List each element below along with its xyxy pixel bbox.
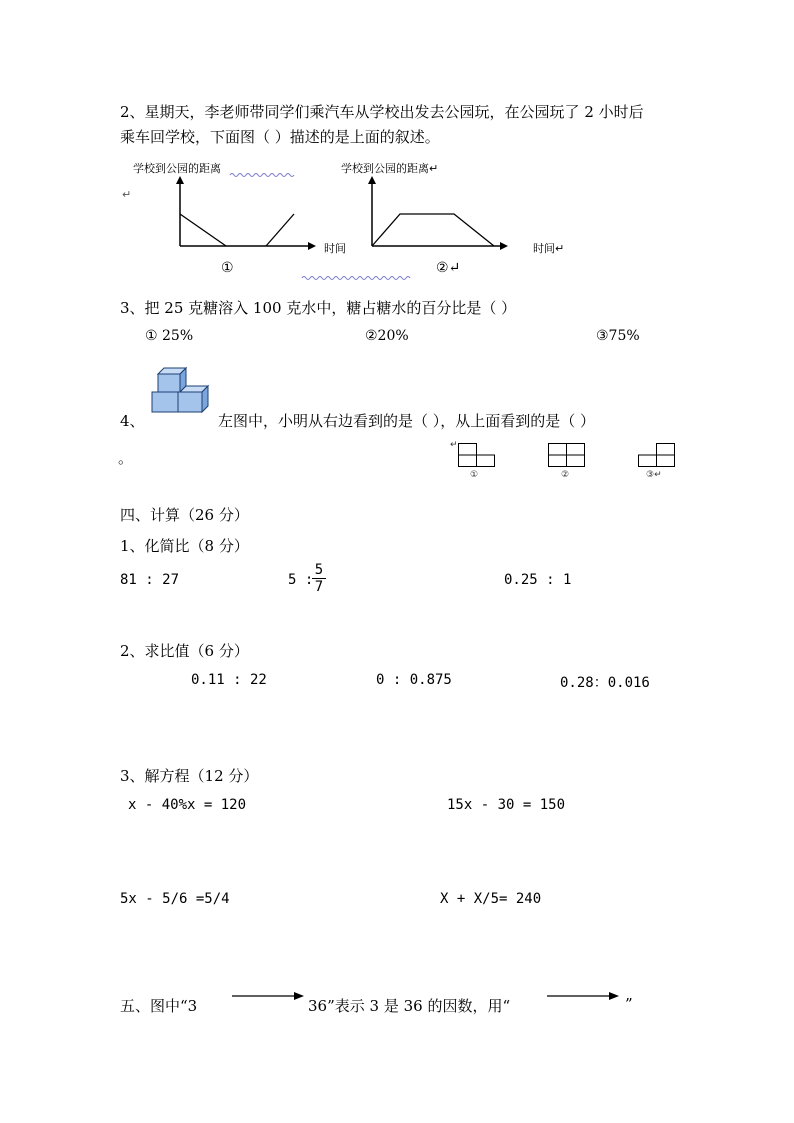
arrow-icon-2 bbox=[547, 990, 621, 1002]
section4-sub2-title: 2、求比值（6 分） bbox=[120, 642, 249, 660]
q2-line1: 2、星期天，李老师带同学们乘汽车从学校出发去公园玩，在公园玩了 2 小时后 bbox=[120, 103, 644, 121]
arrow-icon bbox=[232, 990, 306, 1002]
graph2-ylabel: 学校到公园的距离↵ bbox=[341, 162, 439, 175]
graph1-line-a bbox=[180, 214, 226, 246]
graph2-x-arrow bbox=[500, 242, 508, 250]
cube-stack-image bbox=[150, 366, 212, 416]
view-option-3-grid bbox=[638, 443, 678, 469]
q4-return-mark: ↵ bbox=[450, 440, 458, 450]
graph1-x-arrow bbox=[308, 242, 316, 250]
graph1 bbox=[170, 176, 320, 256]
ratio-item-3: 0.25 : 1 bbox=[504, 572, 572, 588]
view-option-2-grid bbox=[548, 443, 588, 469]
graph1-y-arrow bbox=[176, 176, 184, 184]
section5-prefix: 五、图中“3 bbox=[120, 997, 198, 1015]
equation-1: x - 40%x = 120 bbox=[128, 797, 247, 813]
ratio-item-2-fraction bbox=[312, 562, 326, 595]
q3-question: 3、把 25 克糖溶入 100 克水中，糖占糖水的百分比是（ ） bbox=[120, 299, 517, 317]
view-option-2-label: ② bbox=[561, 470, 570, 480]
ratio-value-item-1: 0.11 : 22 bbox=[191, 672, 267, 688]
q4-number: 4、 bbox=[120, 412, 145, 430]
section4-title: 四、计算（26 分） bbox=[120, 506, 249, 524]
ratio-value-item-3: 0.28：0.016 bbox=[560, 675, 650, 691]
graph2 bbox=[362, 176, 512, 256]
section4-sub1-title: 1、化简比（8 分） bbox=[120, 537, 249, 555]
q4-text: 左图中，小明从右边看到的是（ ），从上面看到的是（ ） bbox=[218, 412, 596, 430]
graph2-xlabel: 时间↵ bbox=[533, 242, 565, 255]
graph2-squiggle bbox=[302, 275, 414, 281]
equation-2: 15x - 30 = 150 bbox=[447, 797, 566, 813]
fraction-numerator: 5 bbox=[312, 562, 326, 579]
q2-return-mark: ↵ bbox=[122, 188, 132, 201]
equation-4: X + X/5= 240 bbox=[440, 891, 542, 907]
graph1-ylabel: 学校到公园的距离 bbox=[133, 162, 221, 175]
q2-line2: 乘车回学校，下面图（ ）描述的是上面的叙述。 bbox=[120, 128, 440, 146]
ratio-item-1: 81 : 27 bbox=[120, 572, 180, 588]
graph1-line-b bbox=[266, 214, 294, 246]
ratio-item-2: 5 : bbox=[288, 572, 314, 588]
fraction-denominator: 7 bbox=[314, 579, 324, 595]
graph2-y-arrow bbox=[368, 176, 376, 184]
graph1-xlabel: 时间 bbox=[324, 242, 346, 255]
section4-sub3-title: 3、解方程（12 分） bbox=[120, 767, 259, 785]
section5-suffix: ” bbox=[625, 995, 633, 1013]
q3-option-2: ②20% bbox=[365, 328, 409, 344]
section5-middle: 36”表示 3 是 36 的因数，用“ bbox=[308, 997, 511, 1015]
view-option-3-label: ③↵ bbox=[646, 470, 662, 480]
q3-option-3: ③75% bbox=[596, 328, 640, 344]
view-option-1-grid bbox=[458, 443, 498, 469]
graph2-caption: ②↵ bbox=[436, 260, 461, 276]
q4-end: 。 bbox=[118, 449, 134, 467]
graph2-line bbox=[372, 214, 494, 246]
graph1-caption: ① bbox=[221, 260, 234, 276]
view-option-1-label: ① bbox=[470, 470, 479, 480]
q3-option-1: ① 25% bbox=[145, 328, 194, 344]
ratio-value-item-2: 0 : 0.875 bbox=[376, 672, 452, 688]
equation-3: 5x - 5/6 =5/4 bbox=[120, 891, 230, 907]
